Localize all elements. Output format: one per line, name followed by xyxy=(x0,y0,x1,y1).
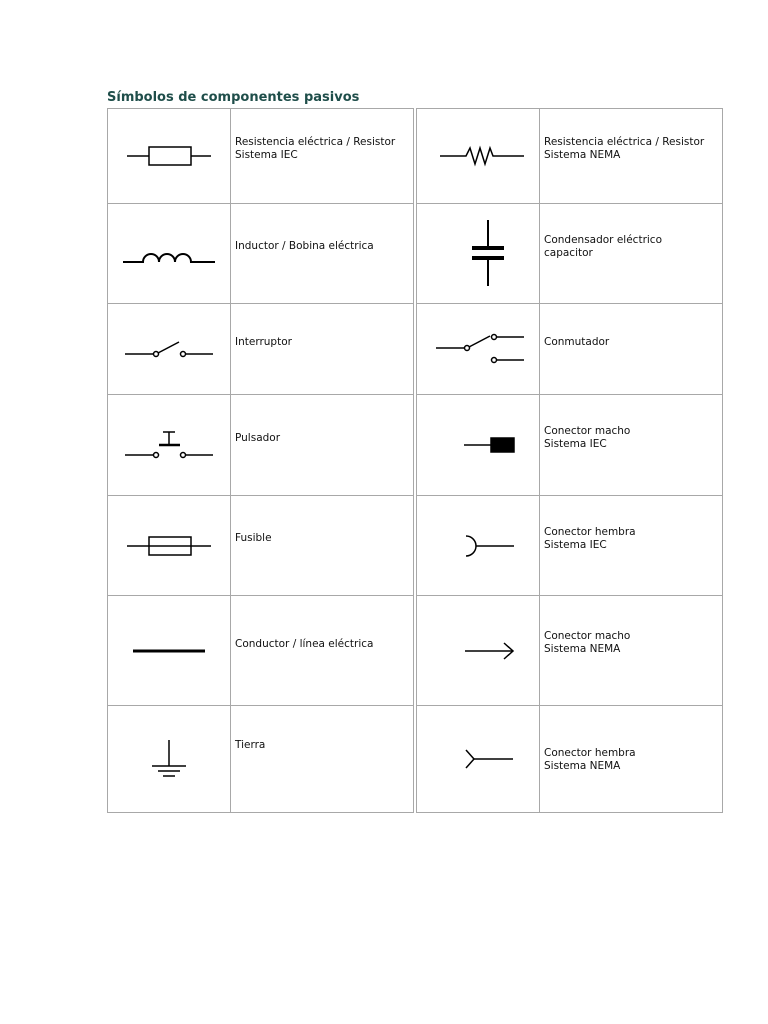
table-row xyxy=(417,204,723,304)
list-item: Interruptor xyxy=(231,304,414,395)
table-row xyxy=(417,496,723,596)
list-item: Conector macho Sistema NEMA xyxy=(540,596,723,706)
table-row xyxy=(108,596,414,706)
conductor-line-icon xyxy=(108,596,231,706)
list-item: Conector hembra Sistema IEC xyxy=(540,496,723,596)
resistor-iec-icon xyxy=(108,109,231,204)
fuse-icon xyxy=(108,496,231,596)
inductor-icon xyxy=(108,204,231,304)
list-item: Resistencia eléctrica / Resistor Sistema IEC xyxy=(231,109,414,204)
capacitor-icon xyxy=(417,204,540,304)
table-row xyxy=(108,496,414,596)
male-connector-iec-icon xyxy=(417,395,540,496)
female-connector-nema-icon xyxy=(417,706,540,813)
list-item: Resistencia eléctrica / Resistor Sistema NEMA xyxy=(540,109,723,204)
changeover-switch-icon xyxy=(417,304,540,395)
table-row xyxy=(417,304,723,395)
push-button-icon xyxy=(108,395,231,496)
table-row xyxy=(417,109,723,204)
left-symbol-table xyxy=(107,108,414,813)
table-row xyxy=(108,304,414,395)
table-row xyxy=(108,109,414,204)
table-row xyxy=(417,596,723,706)
page-title: Símbolos de componentes pasivos xyxy=(107,90,360,105)
list-item: Conector macho Sistema IEC xyxy=(540,395,723,496)
list-item: Tierra xyxy=(231,706,414,813)
list-item: Fusible xyxy=(231,496,414,596)
list-item: Inductor / Bobina eléctrica xyxy=(231,204,414,304)
table-row xyxy=(108,204,414,304)
list-item: Condensador eléctrico capacitor xyxy=(540,204,723,304)
list-item: Conmutador xyxy=(540,304,723,395)
table-row xyxy=(108,706,414,813)
table-row xyxy=(417,395,723,496)
right-symbol-table xyxy=(416,108,723,813)
resistor-nema-icon xyxy=(417,109,540,204)
female-connector-iec-icon xyxy=(417,496,540,596)
table-row xyxy=(108,395,414,496)
table-row xyxy=(417,706,723,813)
list-item: Conductor / línea eléctrica xyxy=(231,596,414,706)
list-item: Pulsador xyxy=(231,395,414,496)
male-connector-nema-icon xyxy=(417,596,540,706)
ground-icon xyxy=(108,706,231,813)
switch-icon xyxy=(108,304,231,395)
list-item: Conector hembra Sistema NEMA xyxy=(540,706,723,813)
